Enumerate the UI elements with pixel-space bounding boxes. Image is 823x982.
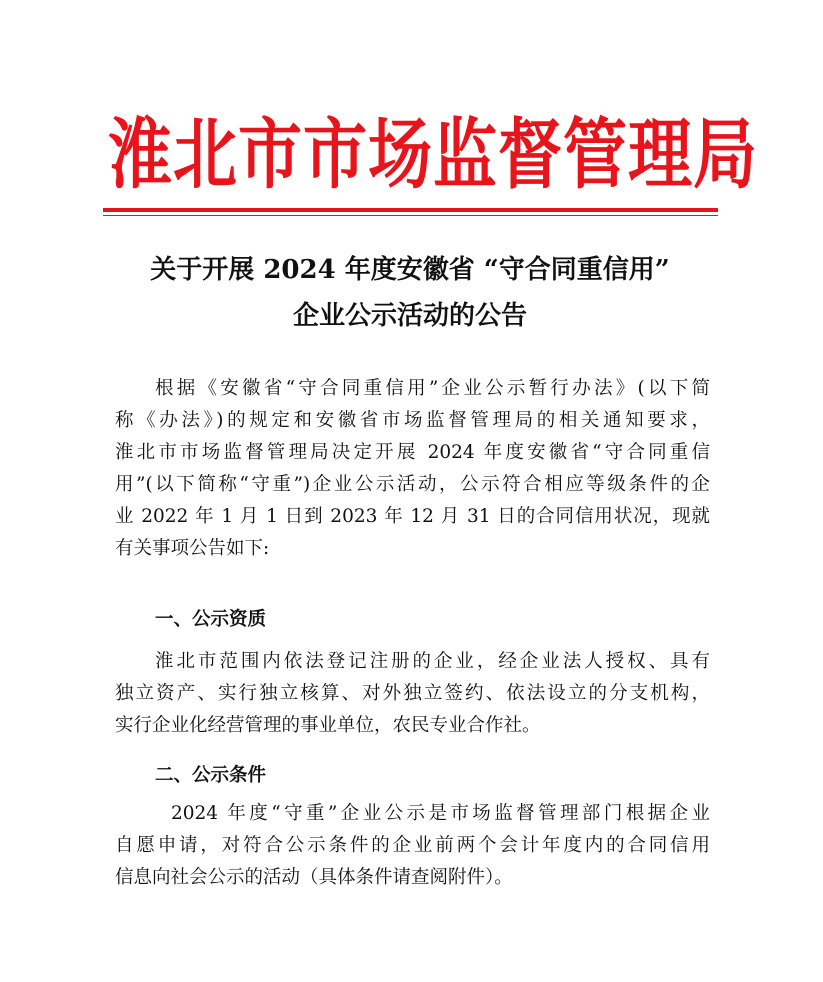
intro-paragraph — [115, 373, 710, 565]
agency-masthead: 淮北市市场监督管理局 — [108, 111, 758, 201]
intro-line: 称《办法》)的规定和安徽省市场监督管理局的相关通知要求， — [115, 410, 710, 431]
notice-title-line-1: 关于开展 2024 年度安徽省 “守合同重信用” — [150, 255, 670, 285]
notice-title-line-2: 企业公示活动的公告 — [292, 301, 527, 331]
intro-line: 淮北市市场监督管理局决定开展 2024 年度安徽省“守合同重信 — [115, 442, 710, 463]
section-2-line: 自愿申请，对符合公示条件的企业前两个会计年度内的合同信用 — [115, 835, 710, 856]
intro-line: 用”(以下简称“守重”)企业公示活动，公示符合相应等级条件的企 — [115, 474, 710, 495]
section-1-line: 独立资产、实行独立核算、对外独立签约、依法设立的分支机构， — [115, 683, 710, 704]
intro-line: 根据《安徽省“守合同重信用”企业公示暂行办法》(以下简 — [155, 378, 710, 399]
masthead-rule-thin — [103, 215, 718, 216]
masthead-rule-thick — [103, 208, 718, 212]
section-1-heading: 一、公示资质 — [155, 609, 267, 630]
intro-line: 有关事项公告如下: — [115, 538, 270, 559]
section-1-line: 淮北市范围内依法登记注册的企业，经企业法人授权、具有 — [155, 651, 710, 672]
section-2-heading: 二、公示条件 — [155, 765, 267, 786]
section-1-line: 实行企业化经营管理的事业单位，农民专业合作社。 — [115, 715, 541, 736]
intro-line: 业 2022 年 1 月 1 日到 2023 年 12 月 31 日的合同信用状况，现就 — [115, 506, 710, 527]
section-1-paragraph — [115, 646, 710, 742]
section-2-line: 信息向社会公示的活动（具体条件请查阅附件）。 — [115, 867, 513, 888]
section-2-line: 2024 年度“守重”企业公示是市场监督管理部门根据企业 — [171, 803, 710, 824]
section-2-paragraph — [115, 798, 710, 894]
